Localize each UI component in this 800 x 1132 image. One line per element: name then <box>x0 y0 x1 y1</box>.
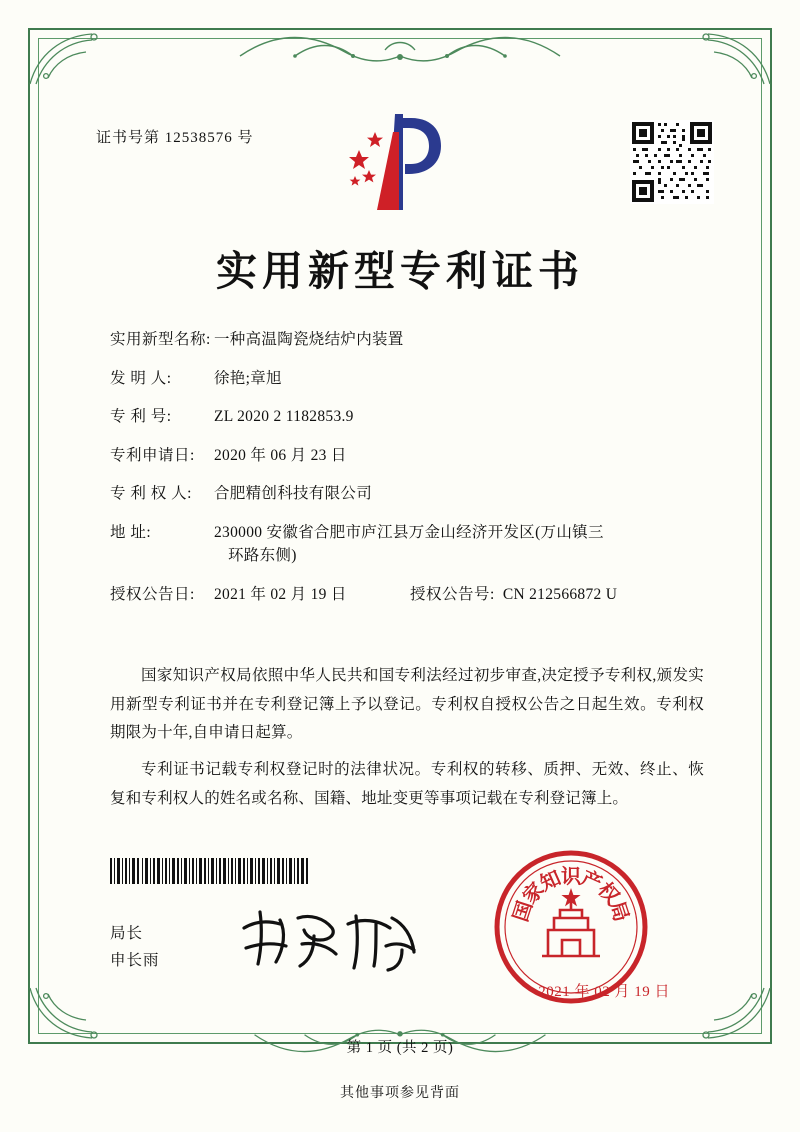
svg-text:产: 产 <box>577 867 605 896</box>
seal-date: 2021 年 02 月 19 日 <box>538 984 670 1000</box>
top-ornament-icon <box>235 26 565 70</box>
field-value: ZL 2020 2 1182853.9 <box>214 408 354 425</box>
field-list <box>110 332 704 625</box>
field-value-address <box>214 525 704 564</box>
legal-text-block <box>110 662 704 821</box>
svg-text:局: 局 <box>605 898 633 925</box>
announcement-date-label: 授权公告日: <box>110 585 195 603</box>
announcement-number-label: 授权公告号: <box>410 585 495 603</box>
signature-labels <box>110 920 160 974</box>
field-row-application-date <box>110 448 704 464</box>
qr-code <box>630 120 714 204</box>
field-value: 徐艳;章旭 <box>214 369 282 387</box>
announcement-number-value: CN 212566872 U <box>502 585 618 603</box>
field-row-address <box>110 525 704 564</box>
footnote: 其他事项参见背面 <box>340 1086 460 1101</box>
address-line-1: 230000 安徽省合肥市庐江县万金山经济开发区(万山镇三 <box>214 523 604 541</box>
field-label: 实用新型名称: <box>110 331 211 348</box>
field-value: 合肥精创科技有限公司 <box>214 485 373 502</box>
certificate-number: 证书号第 12538576 号 <box>96 130 254 146</box>
field-label: 地 址: <box>110 523 152 541</box>
field-label: 专利申请日: <box>110 446 195 464</box>
paragraph-1: 国家知识产权局依照中华人民共和国专利法经过初步审查,决定授予专利权,颁发实用新型专利证书并在专利登记簿上予以登记。专利权自授权公告之日起生效。专利权期限为十年,自申请日起算。 <box>110 667 704 742</box>
barcode <box>110 858 310 884</box>
svg-text:权: 权 <box>593 878 624 909</box>
field-value: 2020 年 06 月 23 日 <box>214 446 347 464</box>
address-line-2: 环路东侧) <box>228 547 297 564</box>
field-label: 发 明 人: <box>110 369 172 387</box>
field-row-announcement <box>110 587 704 603</box>
field-row-patentee <box>110 486 704 502</box>
field-row-patent-number <box>110 409 704 425</box>
svg-text:知: 知 <box>537 867 565 896</box>
page-title: 实用新型专利证书 <box>216 248 584 294</box>
svg-text:国: 国 <box>509 898 537 925</box>
page-number: 第 1 页 (共 2 页) <box>346 1040 454 1056</box>
director-name-label: 申长雨 <box>110 952 160 970</box>
field-row-utility-model-name <box>110 332 704 348</box>
field-value: 一种高温陶瓷烧结炉内装置 <box>214 331 404 348</box>
field-label: 专 利 权 人: <box>110 485 192 502</box>
paragraph-2: 专利证书记载专利权登记时的法律状况。专利权的转移、质押、无效、终止、恢复和专利权人的姓名或名称、国籍、地址变更等事项记载在专利登记簿上。 <box>110 761 704 807</box>
field-label: 专 利 号: <box>110 408 172 425</box>
handwritten-signature-icon <box>236 900 426 976</box>
director-title-label: 局长 <box>110 925 144 942</box>
cnipa-logo-icon <box>335 112 465 216</box>
field-row-inventor <box>110 371 704 387</box>
svg-text:家: 家 <box>518 878 549 909</box>
svg-text:识: 识 <box>561 866 581 888</box>
announcement-date-value: 2021 年 02 月 19 日 <box>214 585 347 603</box>
